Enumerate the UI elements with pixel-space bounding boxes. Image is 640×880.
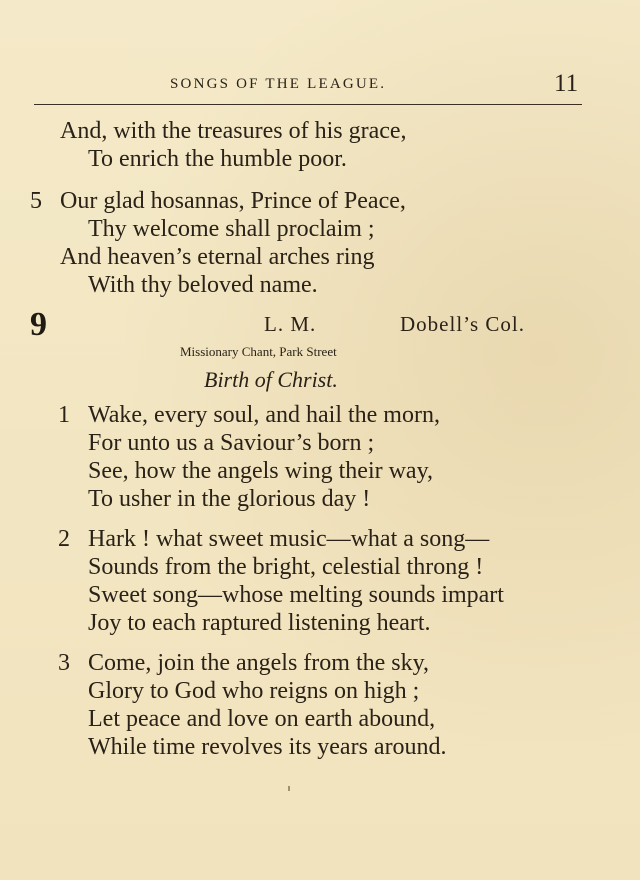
stanza-number: 3 bbox=[58, 650, 70, 676]
verse-line: With thy beloved name. bbox=[88, 272, 318, 298]
verse-line: Our glad hosannas, Prince of Peace, bbox=[60, 188, 406, 214]
hymn-source: Dobell’s Col. bbox=[400, 312, 526, 336]
verse-line: While time revolves its years around. bbox=[88, 734, 447, 760]
verse-line: And, with the treasures of his grace, bbox=[60, 118, 407, 144]
hymn-tunes: Missionary Chant, Park Street bbox=[180, 344, 337, 359]
stanza-number: 2 bbox=[58, 526, 70, 552]
hymn-title: Birth of Christ. bbox=[204, 367, 338, 392]
running-head: SONGS OF THE LEAGUE. bbox=[170, 76, 387, 92]
paper-speck bbox=[288, 786, 290, 791]
page-header bbox=[0, 70, 640, 100]
header-rule bbox=[34, 104, 582, 105]
verse-line: See, how the angels wing their way, bbox=[88, 458, 434, 484]
verse-line: Joy to each raptured listening heart. bbox=[88, 610, 431, 636]
verse-line: Let peace and love on earth abound, bbox=[88, 706, 436, 732]
verse-line: Hark ! what sweet music—what a song— bbox=[88, 526, 490, 552]
verse-line: Wake, every soul, and hail the morn, bbox=[88, 402, 440, 428]
verse-line: And heaven’s eternal arches ring bbox=[60, 244, 375, 270]
hymn-number: 9 bbox=[30, 306, 47, 343]
verse-line: To enrich the humble poor. bbox=[88, 146, 347, 172]
verse-line: Sweet song—whose melting sounds impart bbox=[88, 582, 504, 608]
page-number: 11 bbox=[554, 70, 579, 97]
stanza-number: 5 bbox=[30, 188, 42, 214]
hymn-meter: L. M. bbox=[264, 312, 317, 336]
verse-line: Thy welcome shall proclaim ; bbox=[88, 216, 375, 242]
stanza-number: 1 bbox=[58, 402, 70, 428]
verse-line: Glory to God who reigns on high ; bbox=[88, 678, 420, 704]
verse-line: Sounds from the bright, celestial throng ! bbox=[88, 554, 484, 580]
verse-line: For unto us a Saviour’s born ; bbox=[88, 430, 375, 456]
verse-line: Come, join the angels from the sky, bbox=[88, 650, 430, 676]
verse-line: To usher in the glorious day ! bbox=[88, 486, 371, 512]
